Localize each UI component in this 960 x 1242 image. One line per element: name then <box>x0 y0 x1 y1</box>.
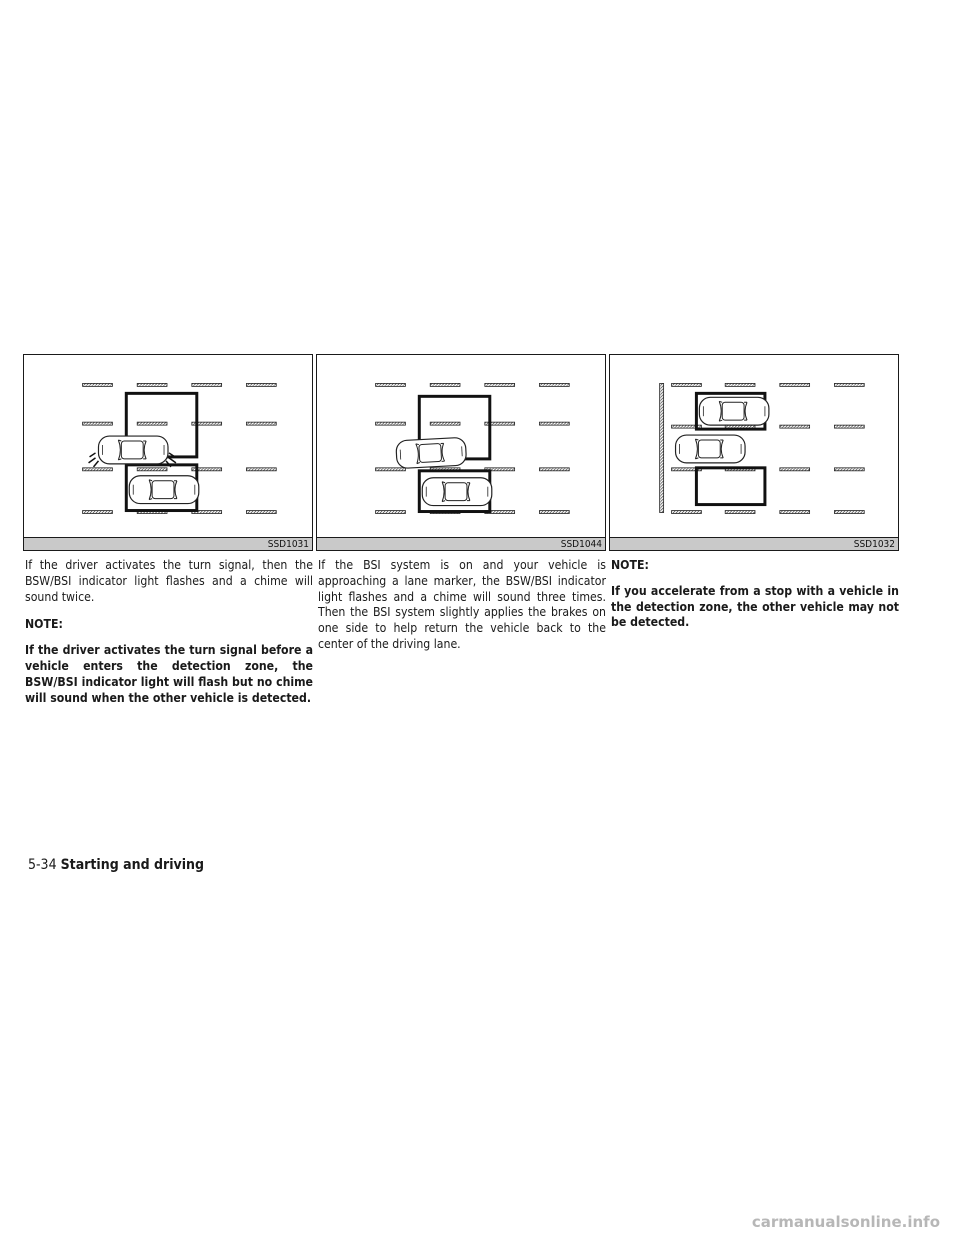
section-title: Starting and driving <box>60 857 205 873</box>
lane-diagram-2 <box>317 355 605 533</box>
column-2 <box>316 354 608 653</box>
figure-label: SSD1044 <box>317 537 605 550</box>
column-3 <box>609 354 901 631</box>
note-label: NOTE: <box>25 617 63 632</box>
column-1 <box>23 354 315 706</box>
figure-bsi-lane-diagram <box>316 354 606 551</box>
lane-diagram-1 <box>24 355 312 533</box>
body-paragraph: If the driver activates the turn signal, then the BSW/BSI indicator light flashes and a chime will sound twice. <box>25 558 313 604</box>
note-label: NOTE: <box>611 558 649 572</box>
lane-diagram-3 <box>610 355 898 533</box>
figure-turn-signal-diagram <box>23 354 313 551</box>
body-paragraph: If the BSI system is on and your vehicle is approaching a lane marker, the BSW/BSI indicator light flashes and a chime will sound three times. Then the BSI system slightly applies the brakes on one side to help return the vehicle back to the center of the driving lane. <box>318 558 606 651</box>
figure-label: SSD1031 <box>24 537 312 550</box>
page-number: 5-34 <box>28 857 57 873</box>
note-text: If you accelerate from a stop with a vehicle in the detection zone, the other vehicle may not be detected. <box>611 583 899 630</box>
figure-label: SSD1032 <box>610 537 898 550</box>
figure-detection-zone-diagram <box>609 354 899 551</box>
watermark: carmanualsonline.info <box>751 1213 940 1231</box>
note-text: If the driver activates the turn signal before a vehicle enters the detection zone, the BSW/BSI indicator light will flash but no chime will sound when the other vehicle is detected. <box>25 643 313 705</box>
page-footer <box>28 857 204 873</box>
